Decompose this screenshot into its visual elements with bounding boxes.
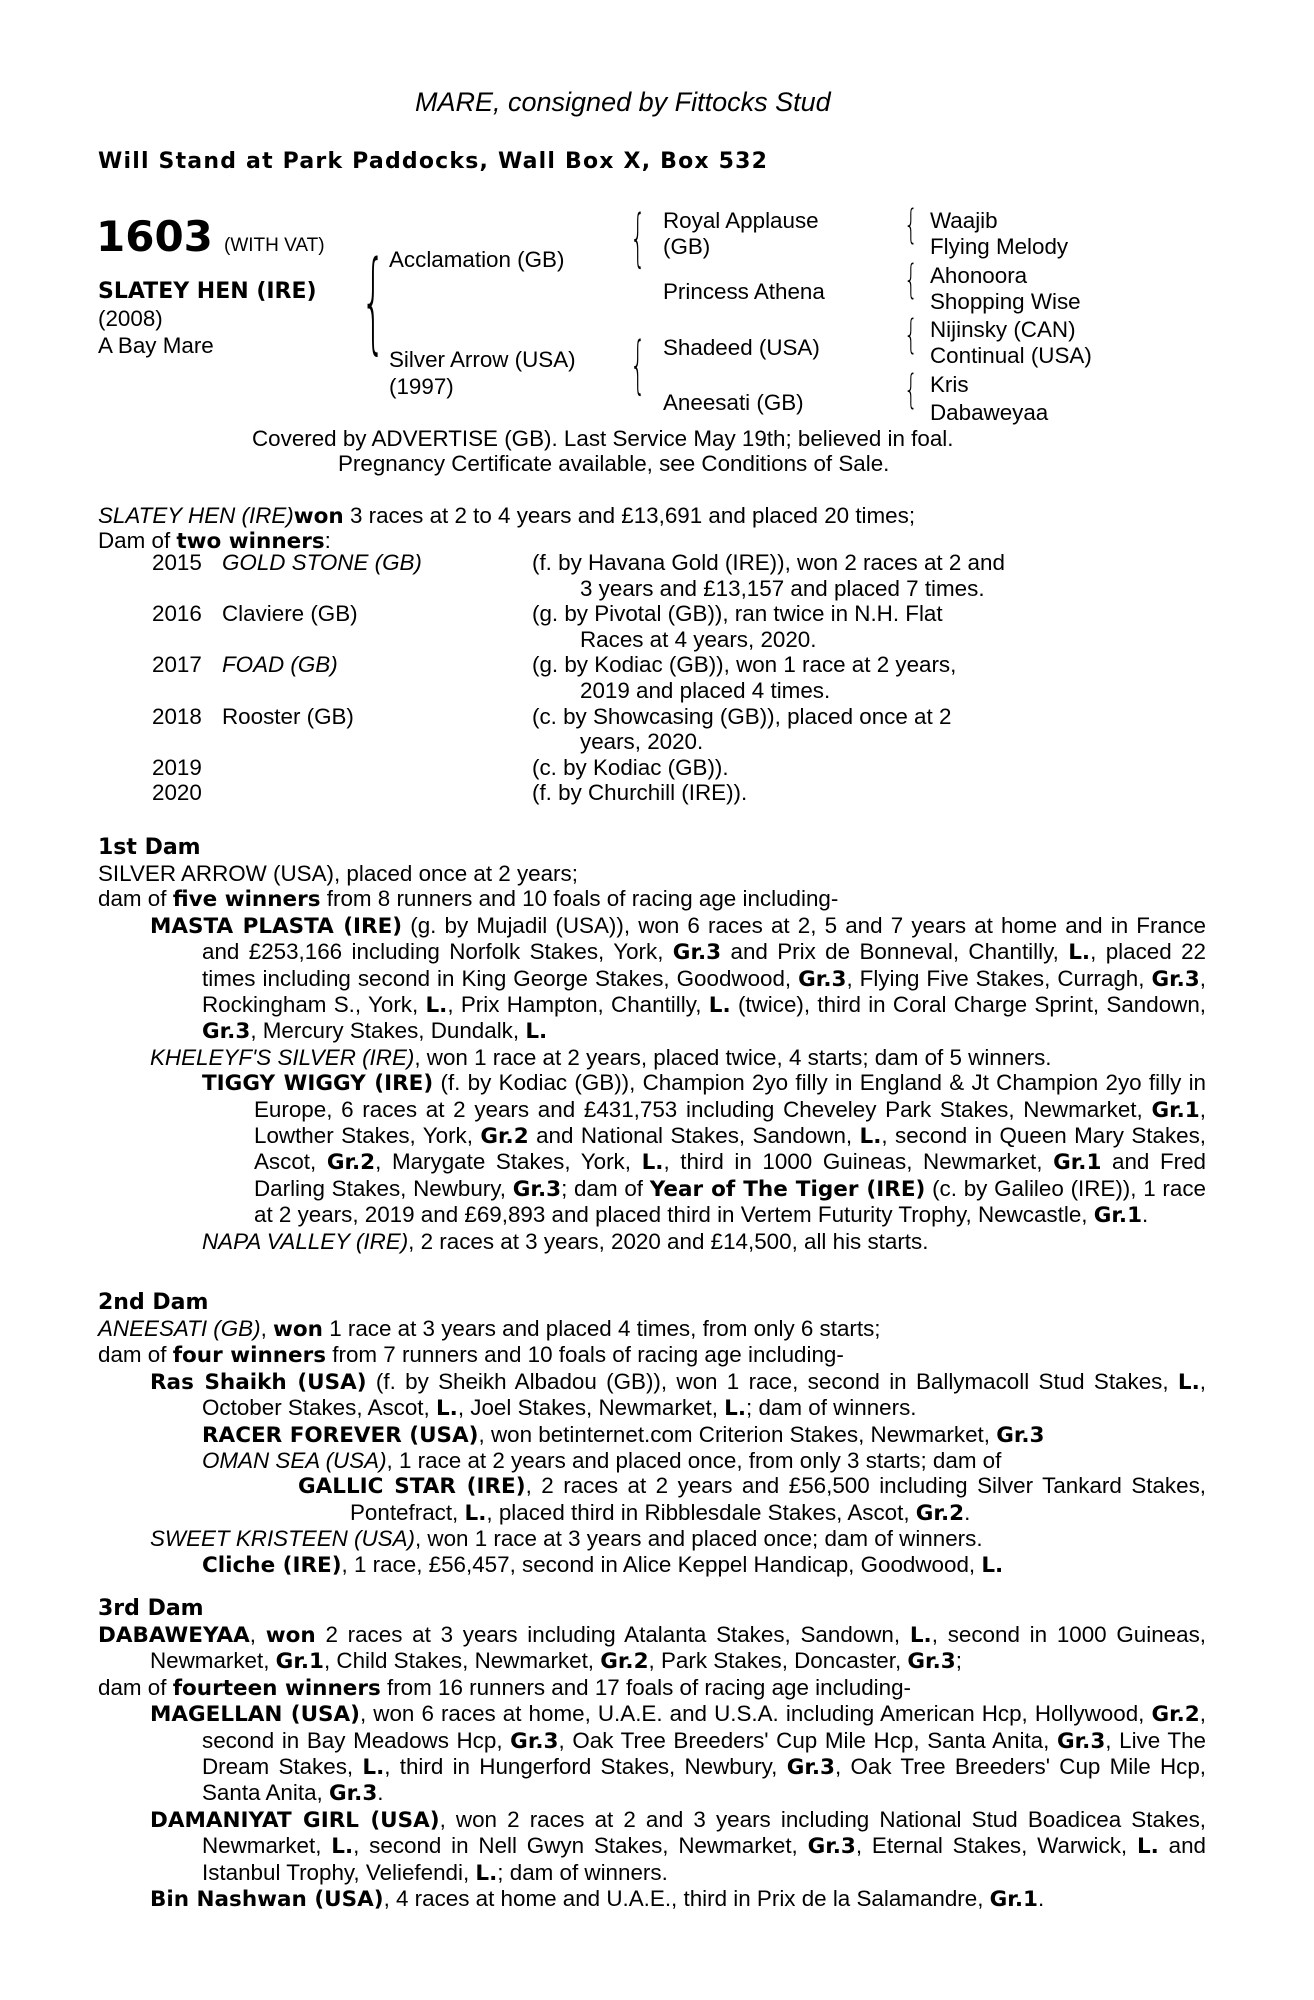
dam-of-line: Dam of two winners: [98,528,331,554]
consignor-title: MARE, consigned by Fittocks Stud [415,87,831,117]
mare-name: SLATEY HEN (IRE) [98,503,294,528]
pregnancy-line: Pregnancy Certificate available, see Conditions of Sale. [338,451,890,476]
progeny-entry: Cliche (IRE), 1 race, £56,457, second in Alice Keppel Handicap, Goodwood, L. [202,1551,1004,1578]
grandsire-1: Royal Applause [663,208,819,233]
ancestor-1: Waajib [930,208,998,233]
progeny-entry: KHELEYF'S SILVER (IRE), won 1 race at 2 years, placed twice, 4 starts; dam of 5 winners. [150,1044,1052,1070]
progeny-entry: Bin Nashwan (USA), 4 races at home and U.A.E., third in Prix de la Salamandre, Gr.1. [150,1886,1045,1913]
won-label: won [293,504,344,529]
section-heading: 2nd Dam [98,1290,209,1315]
lot-name: SLATEY HEN (IRE) [98,279,317,304]
progeny-entry: MAGELLAN (USA), won 6 races at home, U.A.E. and U.S.A. including American Hcp, Hollywood, Gr.2, second in Bay Meadows Hcp, Gr.3, Oak Tree Breeders' Cup Mile Hcp, Santa Anita, Gr.3, Live The Dream Stakes, L., third in Hungerford Stakes, Newbury, Gr.3, Oak Tree Breeders' Cup Mile Hcp, Santa Anita, Gr.3. [150,1701,1206,1807]
bracket-gs3: { [904,312,918,358]
ancestor-7: Kris [930,372,969,397]
bracket-gs1: { [904,202,918,248]
location-line: Will Stand at Park Paddocks, Wall Box X, Box 532 [98,149,769,174]
covered-line: Covered by ADVERTISE (GB). Last Service May 19th; believed in foal. [252,426,954,451]
ancestor-6: Continual (USA) [930,343,1092,368]
ancestor-2: Flying Melody [930,234,1069,259]
table-row: 2015 GOLD STONE (GB) (f. by Havana Gold (IRE)), won 2 races at 2 and 3 years and £13,157 and placed 7 times. [152,550,1005,601]
dam-year: (1997) [389,374,454,399]
granddam-2: Aneesati (GB) [663,390,804,415]
vat-label: (WITH VAT) [224,235,325,256]
table-row: 2016 Claviere (GB) (g. by Pivotal (GB)), ran twice in N.H. Flat Races at 4 years, 2020. [152,601,943,652]
lot-number: 1603 [96,212,213,261]
progeny-entry: GALLIC STAR (IRE), 2 races at 2 years and £56,500 including Silver Tankard Stakes, Pontefract, L., placed third in Ribblesdale Stakes, Ascot, Gr.2. [298,1473,1206,1526]
ancestor-3: Ahonoora [930,263,1028,288]
ancestor-8: Dabaweyaa [930,400,1049,425]
section-heading: 1st Dam [98,835,201,860]
progeny-table [98,550,1075,806]
bracket-gs2: { [904,257,918,303]
section-heading: 3rd Dam [98,1596,204,1621]
lot-year: (2008) [98,306,163,331]
sire: Acclamation (GB) [389,247,565,272]
table-row: 2020 (f. by Churchill (IRE)). [152,780,748,806]
progeny-entry: MASTA PLASTA (IRE) (g. by Mujadil (USA)), won 6 races at 2, 5 and 7 years at home and in France and £253,166 including Norfolk Stakes, York, Gr.3 and Prix de Bonneval, Chantilly, L., placed 22 times including second in King George Stakes, Goodwood, Gr.3, Flying Five Stakes, Curragh, Gr.3, Rockingham S., York, L., Prix Hampton, Chantilly, L. (twice), third in Coral Charge Sprint, Sandown, Gr.3, Mercury Stakes, Dundalk, L. [150,912,1207,1045]
progeny-entry: DAMANIYAT GIRL (USA), won 2 races at 2 and 3 years including National Stud Boadicea Stakes, Newmarket, L., second in Nell Gwyn Stakes, Newmarket, Gr.3, Eternal Stakes, Warwick, L. and Istanbul Trophy, Veliefendi, L.; dam of winners. [150,1806,1206,1886]
mare-record: SLATEY HEN (IRE)won 3 races at 2 to 4 years and £13,691 and placed 20 times; [98,503,916,529]
progeny-entry: TIGGY WIGGY (IRE) (f. by Kodiac (GB)), Champion 2yo filly in England & Jt Champion 2yo filly in Europe, 6 races at 2 years and £431,753 including Cheveley Park Stakes, Newmarket, Gr.1, Lowther Stakes, York, Gr.2 and National Stakes, Sandown, L., second in Queen Mary Stakes, Ascot, Gr.2, Marygate Stakes, York, L., third in 1000 Guineas, Newmarket, Gr.1 and Fred Darling Stakes, Newbury, Gr.3; dam of Year of The Tiger (IRE) (c. by Galileo (IRE)), 1 race at 2 years, 2019 and £69,893 and placed third in Vertem Futurity Trophy, Newcastle, Gr.1. [202,1070,1207,1229]
third-dam-section: 3rd Dam DABAWEYAA, won 2 races at 3 years including Atalanta Stakes, Sandown, L., second in 1000 Guineas, Newmarket, Gr.1, Child Stakes, Newmarket, Gr.2, Park Stakes, Doncaster, Gr.3; dam of fourteen winners from 16 runners and 17 foals of racing age including- MAGELLAN (USA), won 6 races at home, U.A.E. and U.S.A. including American Hcp, Hollywood, Gr.2, second in Bay Meadows Hcp, Gr.3, Oak Tree Breeders' Cup Mile Hcp, Santa Anita, Gr.3, Live The Dream Stakes, L., third in Hungerford Stakes, Newbury, Gr.3, Oak Tree Breeders' Cup Mile Hcp, Santa Anita, Gr.3. DAMANIYAT GIRL (USA), won 2 races at 2 and 3 years including National Stud Boadicea Stakes, Newmarket, L., second in Nell Gwyn Stakes, Newmarket, Gr.3, Eternal Stakes, Warwick, L. and Istanbul Trophy, Veliefendi, L.; dam of winners. Bin Nashwan (USA), 4 races at home and U.A.E., third in Prix de la Salamandre, Gr.1. [98,1596,1206,1913]
grandsire-1-country: (GB) [663,234,711,259]
bracket-dam: { [630,328,646,401]
table-row: 2018 Rooster (GB) (c. by Showcasing (GB)), placed once at 2 years, 2020. [152,703,952,755]
table-row: 2017 FOAD (GB) (g. by Kodiac (GB)), won 1 race at 2 years, 2019 and placed 4 times. [152,652,957,703]
progeny-entry: Ras Shaikh (USA) (f. by Sheikh Albadou (GB)), won 1 race, second in Ballymacoll Stud Stakes, L., October Stakes, Ascot, L., Joel Stakes, Newmarket, L.; dam of winners. [150,1368,1207,1422]
ancestor-4: Shopping Wise [930,289,1081,314]
progeny-entry: RACER FOREVER (USA), won betinternet.com Criterion Stakes, Newmarket, Gr.3 [202,1421,1045,1448]
ancestor-5: Nijinsky (CAN) [930,317,1076,342]
progeny-entry: NAPA VALLEY (IRE), 2 races at 3 years, 2020 and £14,500, all his starts. [202,1228,929,1254]
grandsire-2: Shadeed (USA) [663,335,820,360]
first-dam-section: 1st Dam SILVER ARROW (USA), placed once at 2 years; dam of five winners from 8 runners and 10 foals of racing age including- MASTA PLASTA (IRE) (g. by Mujadil (USA)), won 6 races at 2, 5 and 7 years at home and in France and £253,166 including Norfolk Stakes, York, Gr.3 and Prix de Bonneval, Chantilly, L., placed 22 times including second in King George Stakes, Goodwood, Gr.3, Flying Five Stakes, Curragh, Gr.3, Rockingham S., York, L., Prix Hampton, Chantilly, L. (twice), third in Coral Charge Sprint, Sandown, Gr.3, Mercury Stakes, Dundalk, L. KHELEYF'S SILVER (IRE), won 1 race at 2 years, placed twice, 4 starts; dam of 5 winners. TIGGY WIGGY (IRE) (f. by Kodiac (GB)), Champion 2yo filly in England & Jt Champion 2yo filly in Europe, 6 races at 2 years and £431,753 including Cheveley Park Stakes, Newmarket, Gr.1, Lowther Stakes, York, Gr.2 and National Stakes, Sandown, L., second in Queen Mary Stakes, Ascot, Gr.2, Marygate Stakes, York, L., third in 1000 Guineas, Newmarket, Gr.1 and Fred Darling Stakes, Newbury, Gr.3; dam of Year of The Tiger (IRE) (c. by Galileo (IRE)), 1 race at 2 years, 2019 and £69,893 and placed third in Vertem Futurity Trophy, Newcastle, Gr.1. NAPA VALLEY (IRE), 2 races at 3 years, 2020 and £14,500, all his starts. [98,835,1207,1254]
lot-description: A Bay Mare [98,333,214,358]
dam: Silver Arrow (USA) [389,347,576,372]
second-dam-section: 2nd Dam ANEESATI (GB), won 1 race at 3 years and placed 4 times, from only 6 starts; dam of four winners from 7 runners and 10 foals of racing age including- Ras Shaikh (USA) (f. by Sheikh Albadou (GB)), won 1 race, second in Ballymacoll Stud Stakes, L., October Stakes, Ascot, L., Joel Stakes, Newmarket, L.; dam of winners. RACER FOREVER (USA), won betinternet.com Criterion Stakes, Newmarket, Gr.3 OMAN SEA (USA), 1 race at 2 years and placed once, from only 3 starts; dam of GALLIC STAR (IRE), 2 races at 2 years and £56,500 including Silver Tankard Stakes, Pontefract, L., placed third in Ribblesdale Stakes, Ascot, Gr.2. SWEET KRISTEEN (USA), won 1 race at 3 years and placed once; dam of winners. Cliche (IRE), 1 race, £56,457, second in Alice Keppel Handicap, Goodwood, L. [98,1290,1207,1578]
bracket-sire-dam: { [361,237,386,365]
granddam-1: Princess Athena [663,279,825,304]
bracket-sire: { [630,201,646,274]
table-row: 2019 (c. by Kodiac (GB)). [152,754,729,780]
bracket-gs4: { [904,367,918,413]
progeny-entry: OMAN SEA (USA), 1 race at 2 years and placed once, from only 3 starts; dam of [202,1448,1002,1474]
progeny-entry: SWEET KRISTEEN (USA), won 1 race at 3 years and placed once; dam of winners. [150,1526,983,1552]
